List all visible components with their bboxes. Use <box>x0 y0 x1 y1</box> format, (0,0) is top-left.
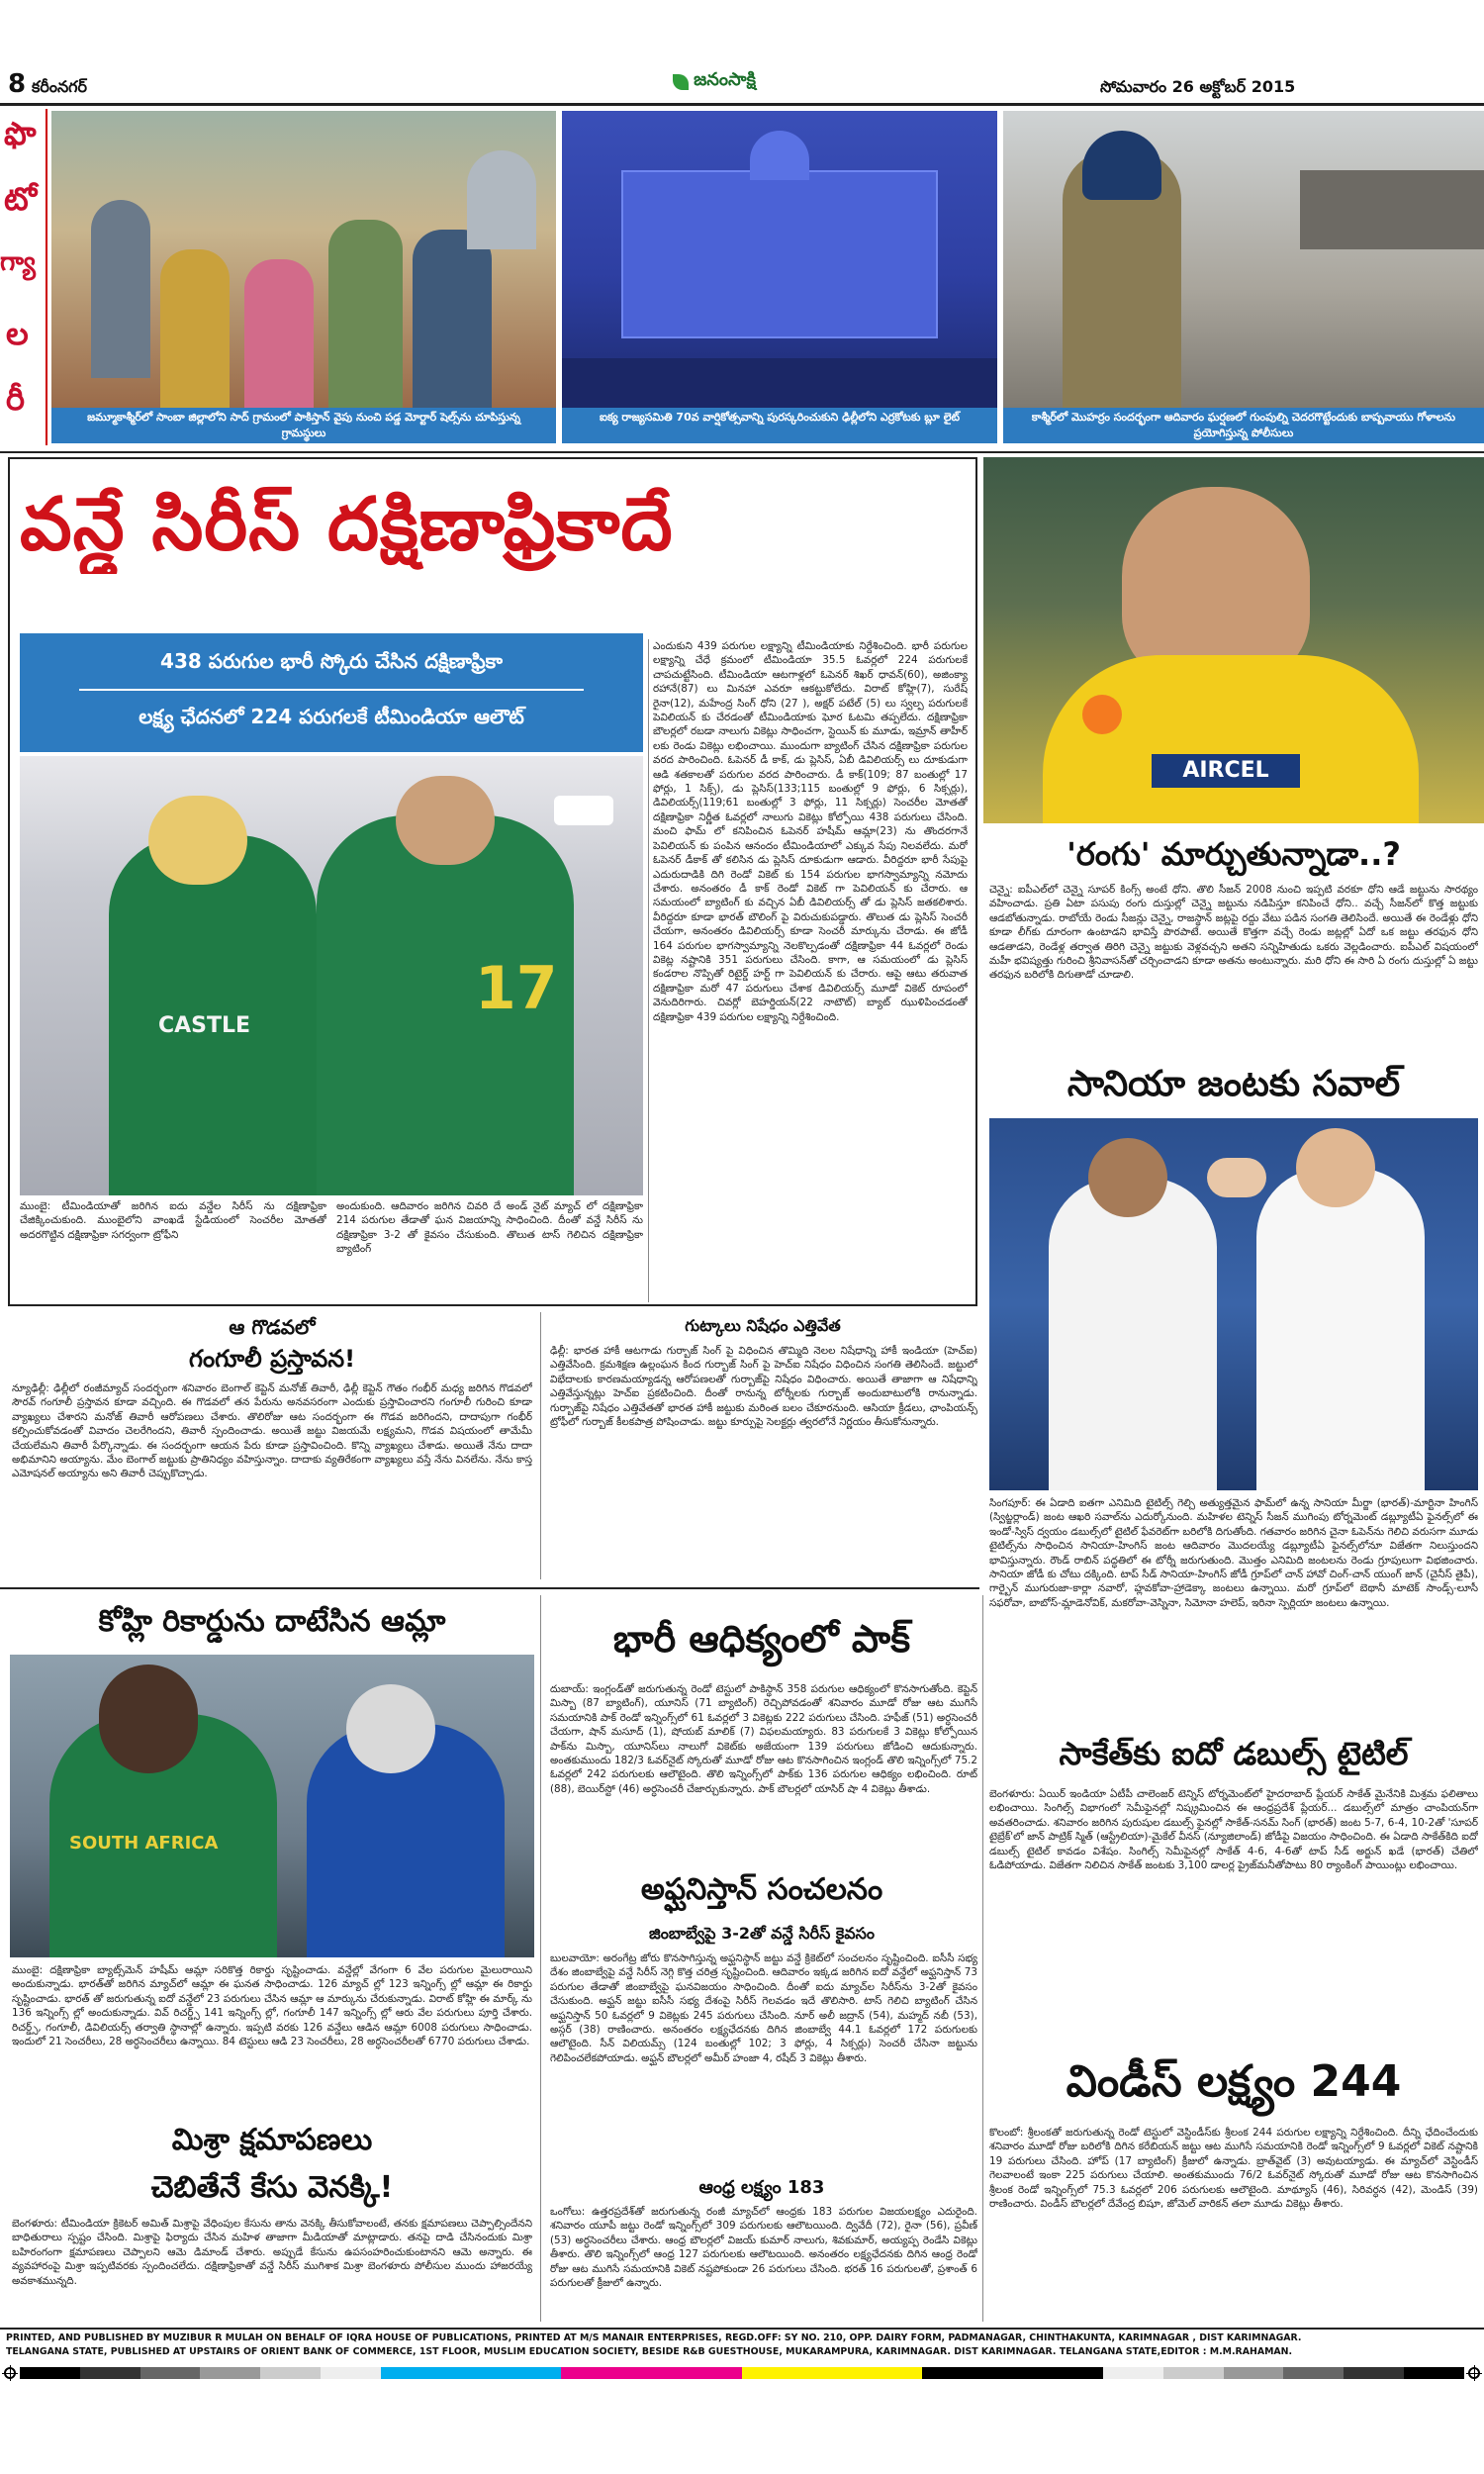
print-color-bar <box>20 2367 1464 2379</box>
afghan-headline: అఫ్ఘనిస్తాన్ సంచలనం <box>640 1872 883 1907</box>
gallery-label-0: ఫొ <box>4 115 37 152</box>
windies-body: కొలంబో: శ్రీలంకతో జరుగుతున్న రెండో టెస్టులో వెస్టిండీస్‌కు శ్రీలంక 244 పరుగుల లక్ష్యాన్ని నిర్దేశించింది. దీన్ని ఛేదించేందుకు శనివారం మూడో రోజు బరిలోకి దిగిన కరేబియన్ జట్టు ఆట ముగిసే సమయానికి రెండో ఇన్నింగ్స్‌లో 9 ఓవర్లలో వికెట్ నష్టానికి 19 పరుగులు చేసింది. హోప్ (17 బ్యాటింగ్) క్రీజులో ఉన్నాడు. బ్రాత్‌వైట్ (3) అవుటయ్యాడు. ఈ మ్యాచ్‌లో వెస్టిండీస్ గెలవాలంటే ఇంకా 225 పరుగులు చేయాలి. అంతకుముందు 76/2 ఓవర్‌నైట్ స్కోరుతో మూడో రోజు ఆట కొనసాగించిన శ్రీలంక రెండో ఇన్నింగ్స్‌లో 75.3 ఓవర్లలో 206 పరుగులకు ఆలౌటైంది. మాథ్యూస్ (46), సిరివర్ధన (42), మెండిస్ (39) రాణించారు. విండీస్ బౌలర్లలో దేవేంద్ర బిషూ, జోమెల్ వారికన్ తలా మూడు వికెట్లు తీశారు. <box>989 2127 1478 2211</box>
lead-deck-box <box>20 633 643 752</box>
mishra-headline-2: చెబితేనే కేసు వెనక్కి! <box>150 2170 394 2205</box>
gallery-label-3: ల <box>6 315 29 352</box>
gallery-photo-villagers <box>51 111 556 408</box>
center-right-divider <box>982 1595 983 2322</box>
ganguly-divider <box>540 1312 541 1579</box>
gallery-label-4: రీ <box>6 380 25 418</box>
gallery-photo-red-fort <box>562 111 997 408</box>
footer-imprint-1: PRINTED, AND PUBLISHED BY MUZIBUR R MULAH ON BEHALF OF IQRA HOUSE OF PUBLICATIONS, PRINTED AT M/S MANAIR ENTERPRISES, REGD.OFF: SY NO. 210, OPP. DAIRY FORM, PADMANAGAR, CHINTHAKUNTA, KARIMNAGAR , DIST KARIMNAGAR. <box>6 2332 1302 2343</box>
header-rule <box>0 103 1484 106</box>
sania-headline: సానియా జంటకు సవాల్ <box>1067 1064 1401 1104</box>
date-label: సోమవారం 26 అక్టోబర్ 2015 <box>1100 77 1296 96</box>
kohli-amla-headline: కోహ్లి రికార్డును దాటేసిన ఆమ్లా <box>98 1604 446 1639</box>
gallery-caption-1: జమ్మూకాశ్మీర్‌లో సాంబా జిల్లాలోని సాద్ గ్రామంలో పాకిస్తాన్ వైపు నుంచి పడ్డ మోర్టార్ షెల్స్‌ను చూపిస్తున్న గ్రామస్థులు <box>51 408 556 443</box>
windies-headline: విండీస్ లక్ష్యం 244 <box>1066 2056 1402 2107</box>
footer-imprint-2: TELANGANA STATE, PUBLISHED AT UPSTAIRS OF ORIENT BANK OF COMMERCE, 1ST FLOOR, MUSLIM EDUCATION SOCIETY, BESIDE R&B GUESTHOUSE, MUKARAMPURA, KARIMNAGAR. DIST KARIMNAGAR. TELANGANA STATE,EDITOR : M.M.RAHAMAN. <box>6 2346 1293 2357</box>
afghan-subhead: జింబాబ్వేపై 3-2తో వన్డే సిరీస్ కైవసం <box>649 1924 875 1943</box>
sania-body: సింగపూర్: ఈ ఏడాది ఐతగా ఎనిమిది టైటిల్స్ గెల్చి అత్యుత్తమైన ఫామ్‌లో ఉన్న సానియా మీర్జా (భారత్)-మార్టినా హింగిస్ (స్విట్జర్లాండ్) జంట ఆఖరి సవాల్‌ను ఎదుర్కోనుంది. మహిళల టెన్నిస్ సీజన్ ముగింపు టోర్నమెంట్ డబ్ల్యూటీఏ ఫైనల్స్‌లో ఈ ఇండో-స్విస్ ద్వయం డబుల్స్‌లో టైటిల్ ఫేవరెట్‌గా బరిలోకి దిగుతోంది. గతవారం జరిగిన చైనా ఓపెన్‌ను గెలిచి వరుసగా మూడు టైటిల్స్‌ను సాధించిన సానియా-హింగిస్ జంట ఆదివారం మొదలయ్యే డబ్ల్యూటీఏ ఫైనల్స్‌లోనూ విజేతగా నిలుస్తుందని భావిస్తున్నారు. రౌండ్ రాబిన్ పద్ధతిలో ఈ టోర్నీ జరుగుతుంది. మొత్తం ఎనిమిది జంటలను రెండు గ్రూపులుగా విభజించారు. సానియా జోడీ కు చోటు దక్కింది. టాప్ సీడ్ సానియా-హింగిస్ జోడీ గ్రూప్‌లో చాన్ హావో చింగ్-చాన్ యుంగ్ జాన్ (చైనీస్ తైపీ), గార్బైన్ ముగురుజా-కార్లా నవారో, హ్లవకోవా-హ్రాడెక్కా జంటలు ఉన్నాయి. మరో గ్రూప్‌లో బెథానీ మాటెక్ సాండ్స్-లూసీ సఫరోవా, బాబోస్-మ్లాడెనోవిక్, మకరోవా-వెస్నినా, సిమోనా హలెప్, ఇరినా స్పెర్లియా జంటలు ఉన్నాయి. <box>989 1497 1478 1609</box>
masthead-leaf-icon <box>673 74 689 90</box>
lead-body-right: ఎందుకుని 439 పరుగుల లక్ష్యాన్ని టీమిండియాకు నిర్దేశించింది. భారీ పరుగుల లక్ష్యాన్ని చేధే క్రమంలో టీమిండియా 35.5 ఓవర్లలో 224 పరుగులకే చాపచుట్టేసింది. టీమిండియా ఆటగాళ్లలో ఓపెనర్ శిఖర్ ధావన్(60), అజింక్యా రహానే(87) లు మినహా ఎవరూ ఆకట్టుకోలేదు. విరాట్ కోహ్లి(7), సురేష్ రైనా(12), మహేంద్ర సింగ్ ధోని (27 ), అక్షర్ పటేల్ (5) లు స్వల్ప పరుగులకే పెవిలియన్ కు చేరడంతో టీమిండియాకు ఘోర ఓటమి తప్పలేదు. దక్షిణాఫ్రికా బౌలర్లలో రబడా నాలుగు వికెట్లు సాధించగా, స్టెయిన్ కు మూడు, ఇమ్రాన్ తాహీర్ లకు రెండు వికెట్లు లభించాయి. ముందుగా బ్యాటింగ్ చేసిన దక్షిణాఫ్రికా పరుగుల వరద పారించింది. ఓపెనర్ డీ కాక్, డు ప్లెసిస్, ఏబీ డివిలియర్స్ లు దూకుడుగా ఆడి శతకాలతో పరుగుల వరద పారించారు. డీ కాక్(109; 87 బంతుల్లో 17 ఫోర్లు, 1 సిక్స్), డు ప్లెసిస్(133;115 బంతుల్లో 9 ఫోర్లు, 6 సిక్సర్లు), డివిలియర్స్(119;61 బంతుల్లో 3 ఫోర్లు, 11 సిక్సర్లు) సెంచరీల మోతతో దక్షిణాఫ్రికా నిర్ణీత ఓవర్లలో నాలుగు వికెట్లు కోల్పోయి 438 పరుగులు చేసింది. మంచి ఫామ్ లో కనిపించిన ఓపెనర్ హషీమ్ ఆమ్లా(23) ను తొందరగానే పెవిలియన్ కు పంపిన ఆనందం టీమిండియాలో ఎక్కువ సేపు నిలవలేదు. మరో ఓపెనర్ డీకాక్ తో కలిసిన డు ప్లెసిస్ దూకుడుగా ఆడారు. వీరిద్దరూ భారీ సేపుపై ఎదురుదాడికి దిగి రెండో వికెట్ కు 154 పరుగుల భాగస్వామ్యాన్ని నమోదు చేశారు. అనంతరం డీ కాక్ రెండో వికెట్ గా పెవిలియన్ కు చేరారు. ఆ సమయంలో బ్యాటింగ్ కు వచ్చిన ఏబీ డివిలియర్స్ తో డు ప్లెసిస్ జతకలిశారు. వీరిద్దరూ కూడా భారత్ బౌలింగ్ పై విరుచుకుపడ్డారు. తొలుత డు ప్లెసిస్ సెంచరీ చేయగా, అనంతరం డివిలియర్స్ కూడా సెంచరీ మార్కును చేరాడు. ఈ జోడీ 164 పరుగుల భాగస్వామ్యాన్ని నెలకొల్పడంతో దక్షిణాఫ్రికా 44 ఓవర్లలో రెండు వికెట్ల నష్టానికి 351 పరుగులు చేసింది. కాగా, ఆ సమయంలో డు ప్లెసిస్ కండరాల నొప్పితో రిటైర్డ్ హర్ట్ గా పెవిలియన్ కు చేరారు. ఆపై ఆటు తరువాత దక్షిణాఫ్రికా మరో 47 పరుగులు చేశాక డివిలియర్స్ మూడో వికెట్ రూపంలో వెనుదిరిగారు. చివర్లో బెహర్డియన్(22 నాటౌట్) బ్యాట్ ఝుళిపించడంతో దక్షిణాఫ్రికా 439 పరుగుల లక్ష్యాన్ని నిర్దేశించింది. <box>653 640 968 1023</box>
mishra-headline-1: మిశ్రా క్షమాపణలు <box>171 2123 373 2157</box>
lead-body-bottom-right: అందుకుంది. ఆదివారం జరిగిన చివరి దే అండ్ నైట్ మ్యాచ్ లో దక్షిణాఫ్రికా 214 పరుగుల తేడాతో ఘన విజయాన్ని సాధించింది. దీంతో వన్డే సిరీస్ ను దక్షిణాఫ్రికా 3-2 తో కైవసం చేసుకుంది. తొలుత టాస్ గెలిచిన దక్షిణాఫ్రికా బ్యాటింగ్ <box>336 1200 643 1256</box>
gutkha-body: ఢిల్లీ: భారత హాకీ ఆటగాడు గుర్బాజ్ సింగ్ పై విధించిన తొమ్మిది నెలల నిషేధాన్ని హాకీ ఇండియా (హెచ్ఐ) ఎత్తివేసింది. క్రమశిక్షణ ఉల్లంఘన కింద గుర్బాజ్ సింగ్ పై హెచ్ఐ నిషేధం విధించిన సంగతి తెలిసిందే. జట్టులో విభేదాలకు కారణమయ్యాడన్న ఆరోపణలతో గుర్బాజ్‌పై నిషేధం విధించారు. అయితే తాజాగా ఆ నిషేధాన్ని ఎత్తివేస్తున్నట్లు హెచ్ఐ ప్రకటించింది. దీంతో రానున్న టోర్నీలకు గుర్బాజ్ అందుబాటులోకి రానున్నాడు. గుర్బాజ్‌పై నిషేధం ఎత్తివేతతో భారత హాకీ జట్టుకు మరింత బలం చేకూరనుంది. ఆసియా క్రీడలు, ఛాంపియన్స్ ట్రోఫీలో గుర్బాజ్ కీలకపాత్ర పోషించాడు. జట్టు కూర్పుపై సెలక్టర్లు త్వరలోనే నిర్ణయం తీసుకోనున్నారు. <box>550 1345 977 1429</box>
ganguly-headline-2: గంగూలీ ప్రస్తావన! <box>188 1345 356 1373</box>
footer-rule <box>0 2328 1484 2330</box>
dhoni-photo: AIRCEL <box>983 457 1484 823</box>
lead-headline: వన్డే సిరీస్ దక్షిణాఫ్రికాదే <box>20 482 674 567</box>
registration-mark-left-icon <box>4 2367 16 2379</box>
gallery-label-1: టో <box>4 180 38 218</box>
masthead: జనంసాక్షి <box>673 69 811 99</box>
gallery-photo-police <box>1003 111 1484 408</box>
gutkha-headline: గుట్కాలు నిషేధం ఎత్తివేత <box>685 1316 841 1335</box>
mid-rule <box>0 1587 979 1589</box>
lead-deck-2: లక్ష్య ఛేదనలో 224 పరుగలకే టీమిండియా ఆలౌట్ <box>139 705 524 728</box>
pak-body: దుబాయ్: ఇంగ్లండ్‌తో జరుగుతున్న రెండో టెస్టులో పాకిస్థాన్ 358 పరుగుల ఆధిక్యంలో కొనసాగుతోంది. కెప్టెన్ మిస్బా (87 బ్యాటింగ్), యూనిస్ (71 బ్యాటింగ్) రెచ్చిపోవడంతో శనివారం మూడో రోజు ఆట ముగిసే సమయానికి పాక్ రెండో ఇన్నింగ్స్‌లో 61 ఓవర్లలో 3 వికెట్లకు 222 పరుగులు చేసింది. హఫీజ్ (51) అర్ధసెంచరీ చేయగా, షాన్ మసూద్ (1), షోయబ్ మాలిక్ (7) విఫలమయ్యారు. 83 పరుగులకే 3 వికెట్లు కోల్పోయిన పాక్‌ను మిస్బా, యూనిస్‌లు నాలుగో వికెట్‌కు అజేయంగా 139 పరుగులు జోడించి ఆదుకున్నారు. అంతకుముందు 182/3 ఓవర్‌నైట్ స్కోరుతో మూడో రోజు ఆట కొనసాగించిన ఇంగ్లండ్ తొలి ఇన్నింగ్స్‌లో 75.2 ఓవర్లలో 242 పరుగులకు ఆలౌటైంది. తొలి ఇన్నింగ్స్‌లో పాక్‌కు 136 పరుగుల ఆధిక్యం లభించింది. రూట్ (88), బెయిర్‌స్టో (46) అర్ధసెంచరీ చేజార్చుకున్నారు. పాక్ బౌలర్లలో యాసిర్ షా 4 వికెట్లు తీశాడు. <box>550 1683 977 1795</box>
afghan-body: బులవాయో: అరంగేట్ర జోరు కొనసాగిస్తున్న అఫ్ఘనిస్థాన్ జట్టు వన్డే క్రికెట్‌లో సంచలనం సృష్టించింది. ఐసీసీ సభ్య దేశం జింబాబ్వేపై వన్డే సిరీస్ నెగ్గి కొత్త చరిత్ర సృష్టించింది. ఆదివారం ఇక్కడ జరిగిన ఐదో వన్డేలో అఫ్ఘనిస్తాన్ 73 పరుగుల తేడాతో జింబాబ్వేపై ఘనవిజయం సాధించింది. దీంతో ఐదు మ్యాచ్‌ల సిరీస్‌ను 3-2తో కైవసం చేసుకుంది. అఫ్ఘన్ జట్టు ఐసీసీ సభ్య దేశంపై సిరీస్ గెలవడం ఇదే తొలిసారి. టాస్ గెలిచి బ్యాటింగ్ చేసిన అఫ్ఘనిస్తాన్ 50 ఓవర్లలో 9 వికెట్లకు 245 పరుగులు చేసింది. నూర్ అలీ జద్రాన్ (54), మహ్మద్ నబీ (53), అస్గర్ (38) రాణించారు. అనంతరం లక్ష్యఛేదనకు దిగిన జింబాబ్వే 44.1 ఓవర్లలో 172 పరుగులకు ఆలౌటైంది. సీన్ విలియమ్స్ (124 బంతుల్లో 102; 3 ఫోర్లు, 4 సిక్సర్లు) సెంచరీ చేసినా జట్టును గెలిపించలేకపోయాడు. అఫ్ఘన్ బౌలర్లలో అమీర్ హంజా 4, రషీద్ 3 వికెట్లు తీశారు. <box>550 1952 977 2064</box>
andhra-body: ఒంగోలు: ఉత్తరప్రదేశ్‌తో జరుగుతున్న రంజీ మ్యాచ్‌లో ఆంధ్రకు 183 పరుగుల విజయలక్ష్యం ఎదురైంది. శనివారం యూపీ జట్టు రెండో ఇన్నింగ్స్‌లో 309 పరుగులకు ఆలౌటయింది. ద్వివేదీ (72), రైనా (56), ప్రవీణ్ (53) అర్ధసెంచరీలు చేశారు. ఆంధ్ర బౌలర్లలో విజయ్ కుమార్ నాలుగు, శివకుమార్, అయ్యప్ప రెండేసి వికెట్లు తీశారు. తొలి ఇన్నింగ్స్‌లో ఆంధ్ర 127 పరుగులకు ఆలౌటయింది. అనంతరం లక్ష్యఛేదనకు దిగిన ఆంధ్ర రెండో రోజు ఆట ముగిసే సమయానికి వికెట్ నష్టపోకుండా 26 పరుగులు చేసింది. భరత్ 16 పరుగులతో, ప్రశాంత్ 6 పరుగులతో క్రీజులో ఉన్నారు. <box>550 2206 977 2290</box>
andhra-headline: ఆంధ్ర లక్ష్యం 183 <box>698 2177 825 2198</box>
gallery-rule <box>0 451 1484 453</box>
dhoni-headline: 'రంగు' మార్చుతున్నాడా..? <box>1067 835 1401 873</box>
saketh-body: బెంగళూరు: ఏయిర్ ఇండియా ఏటీపీ చాలెంజర్ టెన్నిస్ టోర్నమెంట్‌లో హైదరాబాద్ ప్లేయర్ సాకేత్ మైనేనికి మిశ్రమ ఫలితాలు లభించాయి. సింగిల్స్ విభాగంలో సెమీఫైనల్లో నిష్క్రమించిన ఈ ఆంధ్రప్రదేశ్ ప్లేయర్... డబుల్స్‌లో మాత్రం చాంపియన్‌గా అవతరించాడు. శనివారం జరిగిన పురుషుల డబుల్స్ ఫైనల్లో సాకేత్-సనమ్ సింగ్ (భారత్) జంట 5-7, 6-4, 10-2తో 'సూపర్ టైబ్రేక్'లో జాన్ పాట్రిక్ స్మిత్ (ఆస్ట్రేలియా)-మైకేల్ వీనస్ (న్యూజిలాండ్) జోడీపై విజయం సాధించింది. ఈ ఏడాది సాకేత్‌కిది ఐదో డబుల్స్ టైటిల్ కావడం విశేషం. సింగిల్స్ సెమీఫైనల్లో సాకేత్ 4-6, 4-6తో టాప్ సీడ్ అర్జున్ ఖడే (భారత్) చేతిలో ఓడిపోయాడు. విజేతగా నిలిచిన సాకేత్ జంటకు 3,100 డాలర్ల ప్రైజ్‌మనీతోపాటు 80 ర్యాంకింగ్ పాయింట్లు లభించాయి. <box>989 1788 1478 1872</box>
photo-gallery-label <box>0 109 47 445</box>
lead-col-divider <box>648 639 649 1302</box>
lead-photo-faf-abd: 17 CASTLE <box>20 756 643 1195</box>
ganguly-body: న్యూఢిల్లీ: ఢిల్లీలో రంజీమ్యాచ్ సందర్భంగా శనివారం బెంగాల్ కెప్టెన్ మనోజ్ తివారీ, ఢిల్లీ కెప్టెన్ గౌతం గంభీర్ మధ్య జరిగిన గొడవలో సౌరవ్ గంగూలీ ప్రస్తావన కూడా వచ్చింది. ఈ గొడవలో తన పేరును అనవసరంగా ఎందుకు ప్రస్తావించారని గంగూలీ గురించి కూడా వ్యాఖ్యలు చేశారని మనోజ్ తివారీ ఆరోపణలు చేశారు. తొలిరోజు ఆట సందర్భంగా ఈ గొడవ జరిగిందని, దాదాపుగా గంభీర్ కల్పించుకోవడంతో వివాదం చెలరేగిందని, తివారీ స్పందించాడు. అయితే జట్టు విజయమే లక్ష్యమని, గొడవ విషయంలో తామేమీ చేయలేమని తివారీ పేర్కొన్నాడు. ఈ సందర్భంగా ఆయన పేరు కూడా ప్రస్తావించింది. కొన్ని వ్యాఖ్యలు చేశాడు. అయితే నేను దాదా అభిమానిని అయ్యాను. మేం బెంగాల్ జట్టుకు ప్రాతినిధ్యం వహిస్తున్నాం. దాదాకు వ్యతిరేకంగా వ్యాఖ్యలు వస్తే నేను వినలేను. నేను కాస్త ఎమోషనల్ అయ్యాను అని తివారీ చెప్పుకొచ్చాడు. <box>12 1382 532 1480</box>
amla-kohli-photo: SOUTH AFRICA <box>10 1655 534 1957</box>
kohli-amla-body: ముంబై: దక్షిణాఫ్రికా బ్యాట్స్‌మెన్ హషీమ్ ఆమ్లా సరికొత్త రికార్డు సృష్టించాడు. వన్డేల్లో వేగంగా 6 వేల పరుగుల మైలురాయిని అందుకున్నాడు. భారత్‌తో జరిగిన మ్యాచ్‌లో ఆమ్లా ఈ ఘనత సాధించాడు. 126 మ్యాచ్ ల్లో 123 ఇన్నింగ్స్ ల్లో ఆమ్లా ఈ రికార్డు సృష్టించాడు. భారత్ తో జరుగుతున్న ఐదో వన్డేలో 23 పరుగులు చేసిన ఆమ్లా ఆ మార్కును చేరుకున్నాడు. విరాట్ కోహ్లి ఈ మార్క్ ను 136 ఇన్నింగ్స్ ల్లో అందుకున్నాడు. వివ్ రిచర్డ్స్ 141 ఇన్నింగ్స్ ల్లో, గంగూలీ 147 ఇన్నింగ్స్ ల్లో ఆరు వేల పరుగులు పూర్తి చేశారు. రిచర్డ్స్, గంగూలీ, డివిలియర్స్ తర్వాతి స్థానాల్లో ఉన్నారు. ఇప్పటి వరకు 126 వన్డేలు ఆడిన ఆమ్లా 6008 పరుగులు సాధించాడు. ఇందులో 21 సెంచరీలు, 28 అర్ధసెంచరీలు ఉన్నాయి. 84 టెస్టులు ఆడి 23 సెంచరీలు, 28 అర్ధసెంచరీలతో 6770 పరుగులు చేశాడు. <box>12 1964 532 2048</box>
page-number: 8 <box>8 69 27 99</box>
gallery-caption-3: కాశ్మీర్‌లో మొహర్రం సందర్భంగా ఆదివారం ఘర్షణలో గుంపుల్ని చెదరగొట్టేందుకు బాష్పవాయు గోళాలను ప్రయోగిస్తున్న పోలీసులు <box>1003 408 1484 443</box>
mishra-body: బెంగళూరు: టీమిండియా క్రికెటర్ అమిత్ మిశ్రాపై వేధింపుల కేసును తాను వెనక్కి తీసుకోవాలంటే, తనకు క్షమాపణలు చెప్పాల్సిందేనని బాధితురాలు స్పష్టం చేసింది. మిశ్రాపై ఫిర్యాదు చేసిన మహిళ తాజాగా మీడియాతో మాట్లాడారు. తనపై దాడి చేసినందుకు మిశ్రా బహిరంగంగా క్షమాపణలు చెప్పాలని ఆమె డిమాండ్ చేశారు. అప్పుడే కేసును ఉపసంహరించుకుంటానని ఆమె అన్నారు. ఈ వ్యవహారంపై మిశ్రా ఇప్పటివరకు స్పందించలేదు. దక్షిణాఫ్రికాతో వన్డే సిరీస్ ముగిశాక మిశ్రా బెంగళూరు పోలీసుల ముందు హాజరయ్యే అవకాశమున్నది. <box>12 2218 532 2287</box>
gallery-caption-2: ఐక్య రాజ్యసమితి 70వ వార్షికోత్సవాన్ని పురస్కరించుకుని ఢిల్లీలోని ఎర్రకోటకు బ్లూ లైట్ <box>562 408 997 443</box>
left-col-divider <box>540 1595 541 2322</box>
pak-headline: భారీ ఆధిక్యంలో పాక్ <box>612 1617 911 1661</box>
saketh-headline: సాకేత్‌కు ఐదో డబుల్స్ టైటిల్ <box>1059 1735 1409 1772</box>
ganguly-headline-1: ఆ గొడవలో <box>229 1315 316 1339</box>
dhoni-body: చెన్నై: ఐపీఎల్‌లో చెన్నై సూపర్ కింగ్స్ అంటే ధోని. తొలి సీజన్ 2008 నుంచి ఇప్పటి వరకూ ధోని ఆడే జట్టును సారథ్యం వహించాడు. ప్రతి ఏటా పసుపు రంగు దుస్తుల్లో చెన్నై జట్టును నడిపిస్తూ కనిపించే ధోని.. వచ్చే సీజన్‌లో కొత్త జట్టుకు ఆడబోతున్నాడు. రాబోయే రెండు సీజన్లు చెన్నై, రాజస్థాన్ జట్లపై రద్దు వేటు పడిన సంగతి తెలిసిందే. అయితే ఈ రెండేళ్లు ధోని కూడా లీగ్‌కు దూరంగా ఉంటాడని భావిస్తే పొరపాటే. అయితే కొత్తగా వచ్చే రెండు జట్లల్లో ఏదో ఒక జట్టు తరఫున ధోని ఆడతాడని, రెండేళ్ల తర్వాత తిరిగి చెన్నై జట్టుకు వెళ్లవచ్చని అతని సన్నిహితుడు ఒకరు వెల్లడించారు. ఐపీఎల్ విషయంలో మహీ భవిష్యత్తు గురించి శ్రీనివాసన్‌తో చర్చించాడని కూడా అతను అంటున్నారు. మరి ధోని ఈ సారి ఏ రంగు దుస్తుల్లో ఏ జట్టు తరఫున బరిలోకి దిగుతాడో చూడాలి. <box>989 884 1478 982</box>
lead-body-bottom-left: ముంబై: టీమిండియాతో జరిగిన ఐదు వన్డేల సిరీస్ ను దక్షిణాఫ్రికా చేజిక్కించుకుంది. ముంబైలోని వాంఖడే స్టేడియంలో సెంచరీల మోతతో అదరగొట్టిన దక్షిణాఫ్రికా సగర్వంగా ట్రోఫీని <box>20 1200 326 1241</box>
city-label: కరీంనగర్ <box>32 77 88 96</box>
lead-deck-1: 438 పరుగుల భారీ స్కోరు చేసిన దక్షిణాఫ్రికా <box>160 649 503 673</box>
gallery-label-2: గ్యా <box>0 247 36 277</box>
sania-photo <box>989 1118 1478 1490</box>
registration-mark-right-icon <box>1468 2367 1480 2379</box>
